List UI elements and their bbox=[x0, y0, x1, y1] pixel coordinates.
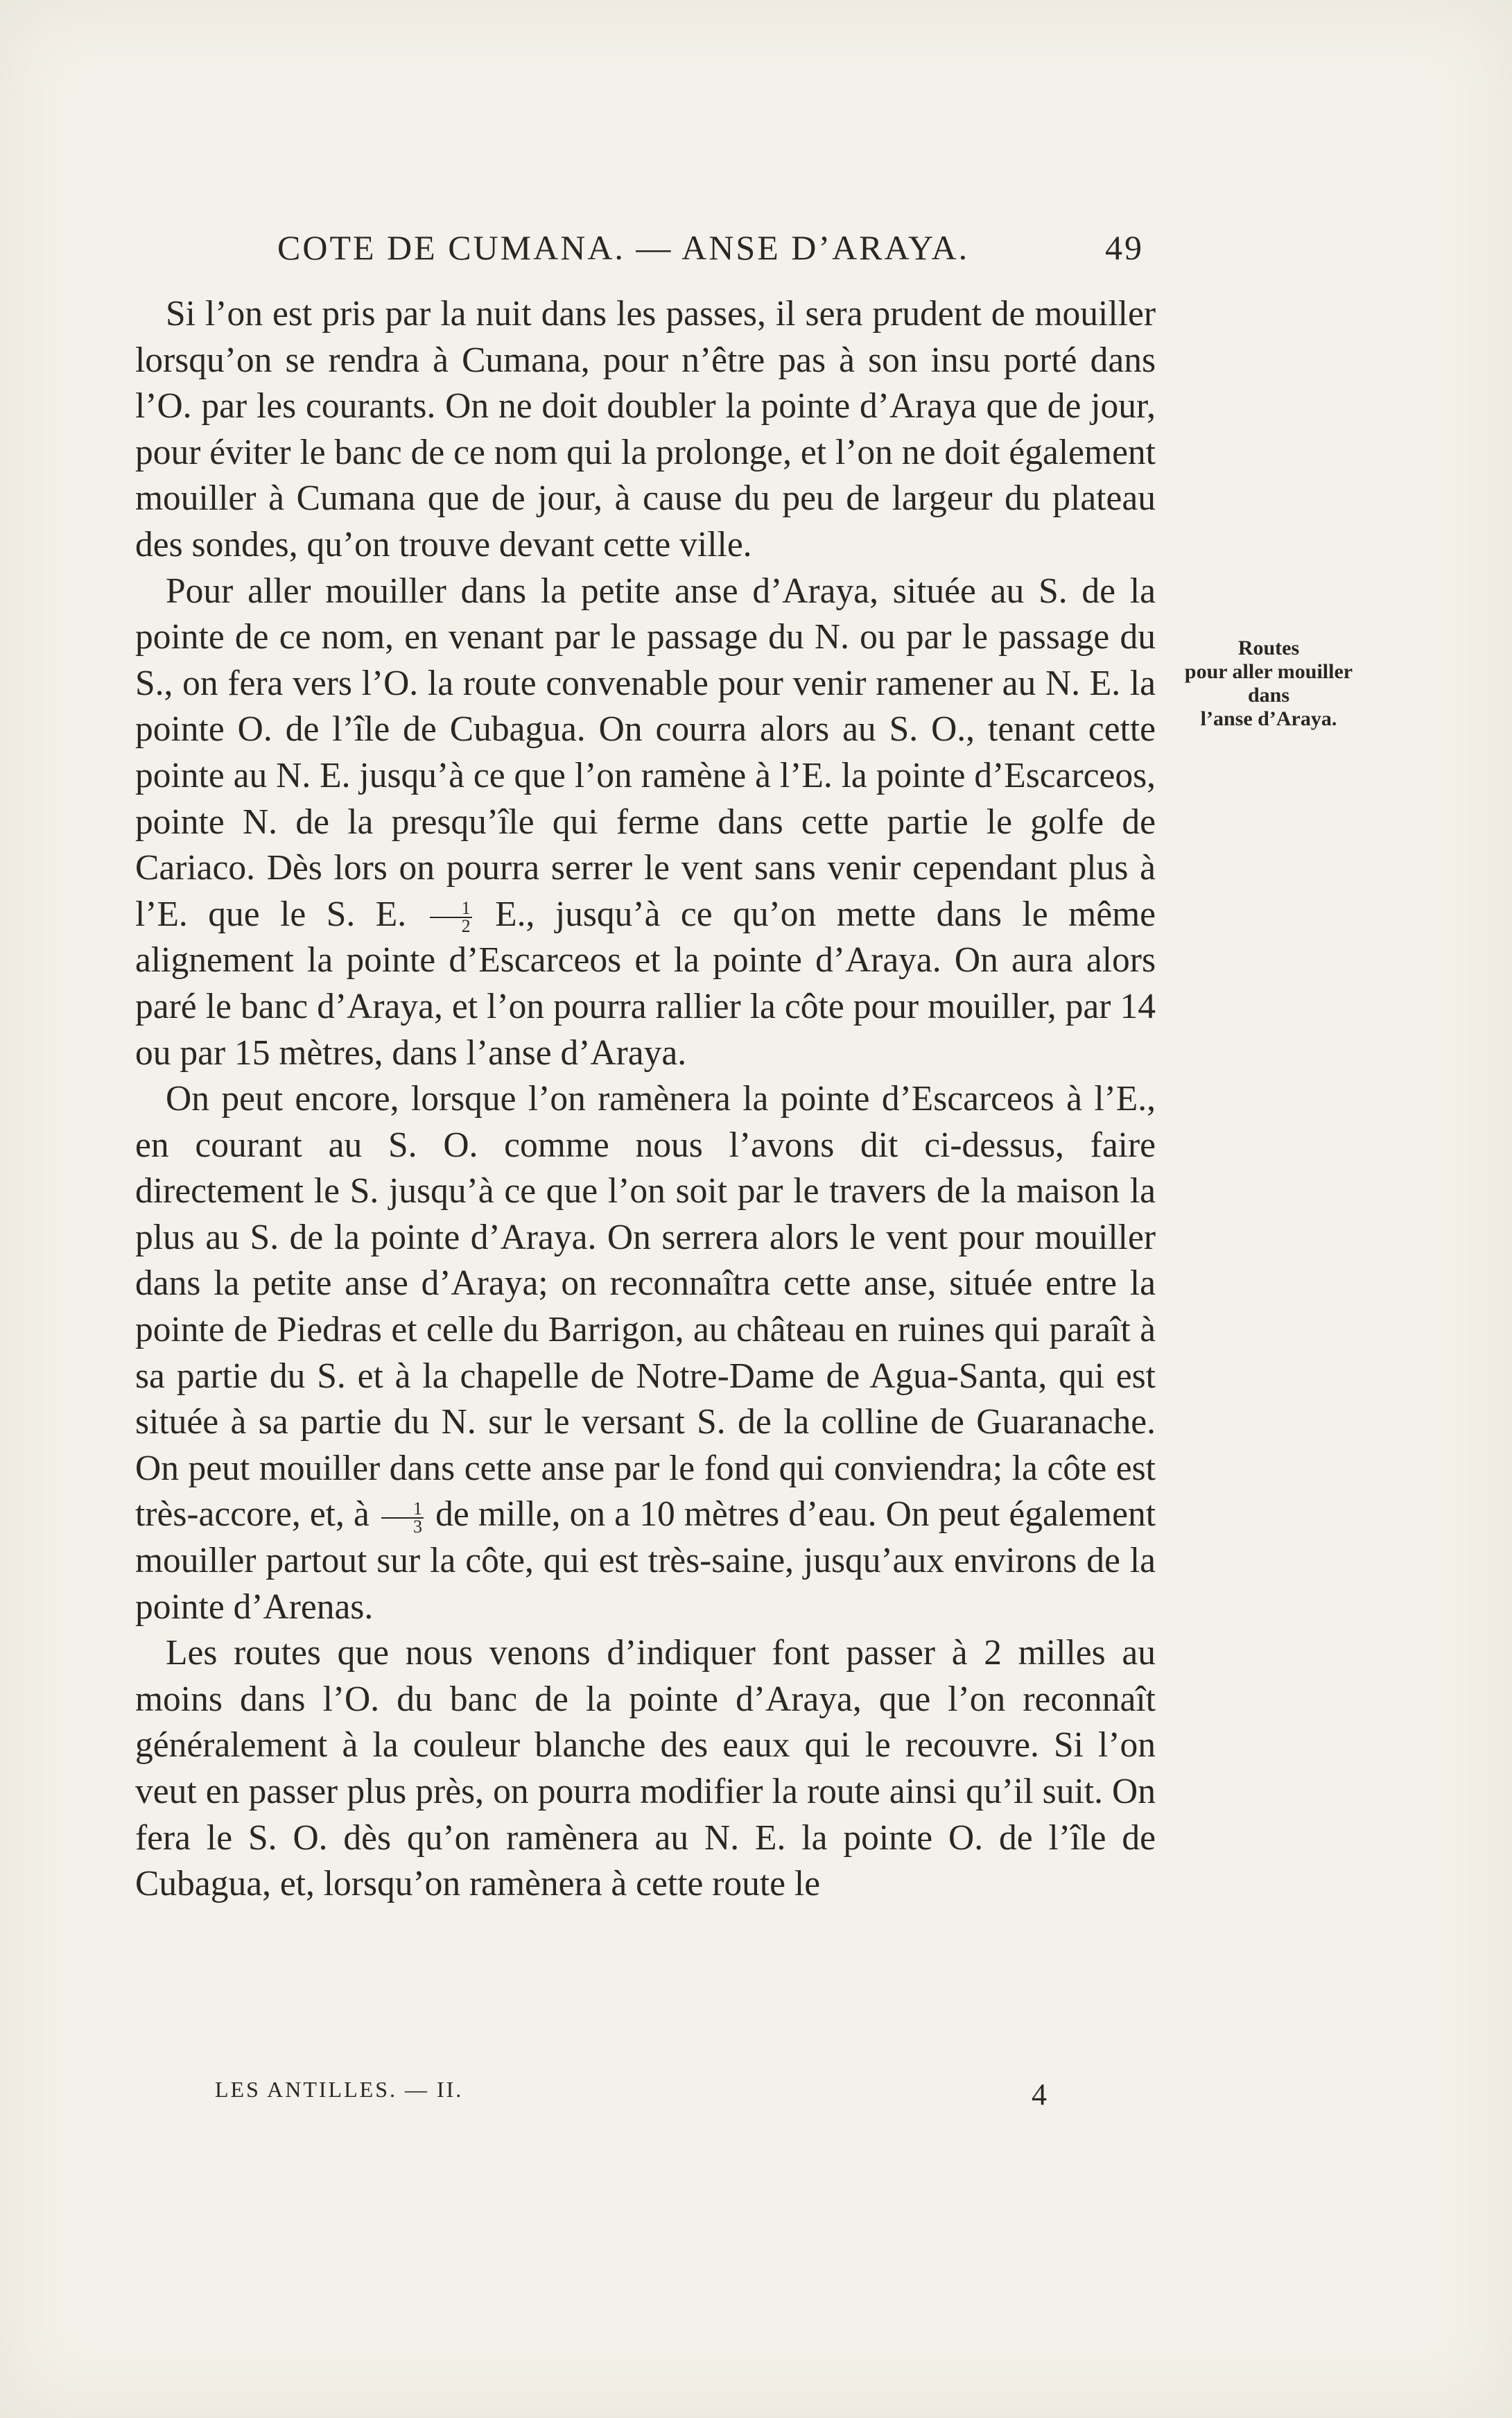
signature-mark: 4 bbox=[1032, 2078, 1047, 2112]
margin-note-line: l’anse d’Araya. bbox=[1200, 707, 1337, 730]
fraction-third bbox=[381, 1498, 424, 1537]
page-footer bbox=[215, 2077, 1047, 2112]
fraction-denominator: 3 bbox=[412, 1516, 422, 1537]
footer-volume: LES ANTILLES. — II. bbox=[215, 2077, 464, 2102]
margin-note-line: dans bbox=[1247, 684, 1290, 707]
margin-note-line: pour aller mouiller bbox=[1184, 660, 1353, 683]
paragraph-2 bbox=[135, 569, 1156, 1077]
paragraph-4: Les routes que nous venons d’indiquer font passer à 2 milles au moins dans l’O. du banc de la pointe d’Araya, que l’on reconnaît généralement à la couleur blanche des eaux qui le recouvre. Si l’on veut en passer plus près, on pourra modifier la route ainsi qu’il suit. On fera le S. O. dès qu’on ramènera au N. E. la pointe O. de l’île de Cubagua, et, lorsqu’on ramènera à cette route le bbox=[135, 1633, 1156, 1904]
paragraph-3-text-a: On peut encore, lorsque l’on ramènera la pointe d’Escarceos à l’E., en courant au S. O. comme nous l’avons dit ci-dessus, faire directement le S. jusqu’à ce que l’on soit par le travers de la maison la plus au S. de la pointe d’Araya. On serrera alors le vent pour mouiller dans la petite anse d’Araya; on reconnaîtra cette anse, située entre la pointe de Piedras et celle du Barrigon, au château en ruines qui paraît à sa partie du S. et à la chapelle de Notre-Dame de Agua-Santa, qui est située à sa partie du N. sur le versant S. de la colline de Guaranache. On peut mouiller dans cette anse par le fond qui conviendra; la côte est très-accore, et, à bbox=[135, 1079, 1156, 1535]
body-text bbox=[135, 291, 1156, 1908]
margin-note bbox=[1165, 637, 1373, 731]
page-title: COTE DE CUMANA. — ANSE D’ARAYA. bbox=[277, 228, 970, 267]
running-head bbox=[277, 227, 1144, 268]
fraction-numerator: 1 bbox=[430, 900, 472, 918]
paragraph-3 bbox=[135, 1076, 1156, 1630]
paragraph-3-text-b: de mille, on a 10 mètres d’eau. On peut également mouiller partout sur la côte, qui est très-saine, jusqu’aux environs de la pointe d’Arenas. bbox=[135, 1494, 1156, 1627]
page-number: 49 bbox=[1105, 228, 1144, 267]
margin-note-line: Routes bbox=[1237, 637, 1300, 659]
fraction-numerator: 1 bbox=[381, 1501, 424, 1519]
paragraph-2-text-b: E., jusqu’à ce qu’on mette dans le même alignement la pointe d’Escarceos et la pointe d’Araya. On aura alors paré le banc d’Araya, et l’on pourra rallier la côte pour mouiller, par 14 ou par 15 mètres, dans l’anse d’Araya. bbox=[135, 894, 1156, 1073]
fraction-half bbox=[430, 897, 472, 936]
fraction-denominator: 2 bbox=[461, 915, 471, 936]
paragraph-2-text-a: Pour aller mouiller dans la petite anse d’Araya, située au S. de la pointe de ce nom, en venant par le passage du N. ou par le passage du S., on fera vers l’O. la route convenable pour venir ramener au N. E. la pointe O. de l’île de Cubagua. On courra alors au S. O., tenant cette pointe au N. E. jusqu’à ce que l’on ramène à l’E. la pointe d’Escarceos, pointe N. de la presqu’île qui ferme dans cette partie le golfe de Cariaco. Dès lors on pourra serrer le vent sans venir cependant plus à l’E. que le S. E. bbox=[135, 571, 1156, 934]
paragraph-1: Si l’on est pris par la nuit dans les passes, il sera prudent de mouiller lorsqu’on se rendra à Cumana, pour n’être pas à son insu porté dans l’O. par les courants. On ne doit doubler la pointe d’Araya que de jour, pour éviter le banc de ce nom qui la prolonge, et l’on ne doit également mouiller à Cumana que de jour, à cause du peu de largeur du plateau des sondes, qu’on trouve devant cette ville. bbox=[135, 294, 1156, 564]
